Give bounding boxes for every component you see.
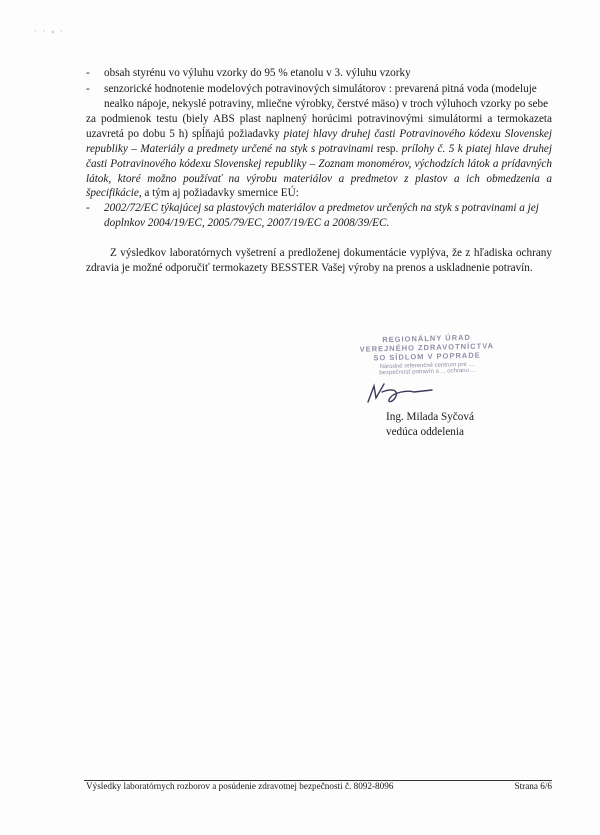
list-dash: -: [86, 202, 90, 215]
official-stamp: [351, 332, 502, 377]
stamp-line: Národné referenčné centrum pre ....: [379, 361, 476, 371]
spacer: [86, 232, 552, 246]
handwritten-signature: [362, 378, 442, 410]
stamp-line: bezpečnosť potravín a ... ochranu ...: [379, 367, 476, 377]
compliance-paragraph: [86, 112, 552, 201]
list-item: [86, 201, 552, 231]
text-segment-italic: piatej hlavy druhej časti Potravinového kódexu Slovenskej republiky – Materiály a predmety určené na styk s potravinami: [86, 128, 552, 155]
text-segment-italic: prílohy č. 5 k piatej hlave druhej časti Potravinového kódexu Slovenskej republiky – Zoznam monomérov, východzích látok a prídavných látok, ktoré možno používať na výrobu materiálov a predmetov z plastov a ich obmedzenia a špecifikácie: [86, 142, 552, 200]
stamp-line: SO SÍDLOM V POPRADE: [373, 350, 481, 363]
list-item-text: obsah styrénu vo výluhu vzorky do 95 % etanolu v 3. výluhu vzorky: [104, 67, 411, 79]
page-number: Strana 6/6: [514, 781, 552, 791]
list-item-text: 2002/72/EC týkajúcej sa plastových materiálov a predmetov určených na styk s potravinami a jej doplnkov 2004/19/EC, 2005/79/EC, 2007/19/EC a 2008/39/EC.: [104, 202, 539, 229]
list-dash: -: [86, 82, 90, 95]
signer-name: Ing. Milada Syčová: [386, 411, 474, 423]
document-body: [86, 66, 552, 275]
corner-scan-mark: · · ⸗ ·: [34, 27, 65, 36]
stamp-line: VEREJNÉHO ZDRAVOTNÍCTVA: [359, 341, 495, 354]
conclusion-paragraph: Z výsledkov laboratórnych vyšetrení a predloženej dokumentácie vyplýva, že z hľadiska ochrany zdravia je možné odporučiť termokazety BESSTER Vašej výroby na prenos a uskladnenie potravín.: [86, 246, 552, 274]
stamp-line: REGIONÁLNY ÚRAD: [382, 332, 471, 345]
list-item: [86, 82, 552, 112]
list-dash: -: [86, 67, 90, 79]
signer-role: vedúca oddelenia: [386, 425, 464, 438]
list-item-text: senzorické hodnotenie modelových potravinových simulátorov : prevarená pitná voda (modeluje nealko nápoje, nekyslé potraviny, mliečne výrobky, čerstvé mäso) v troch výluhoch vzorky po sebe: [104, 82, 549, 110]
signer-block: [386, 410, 474, 439]
text-segment: resp.: [373, 142, 402, 155]
list-item: [86, 66, 552, 81]
text-segment: za podmienok testu (biely ABS plast naplnený horúcimi potravinovými simulátormi a termokazeta uzavretá po dobu 5 h) spĺňajú požiadavky: [86, 113, 552, 141]
footer-document-title: Výsledky laboratórnych rozborov a posúdenie zdravotnej bezpečnosti č. 8092-8096: [86, 781, 394, 791]
text-segment: , a tým aj požiadavky smernice EÚ:: [138, 187, 299, 200]
